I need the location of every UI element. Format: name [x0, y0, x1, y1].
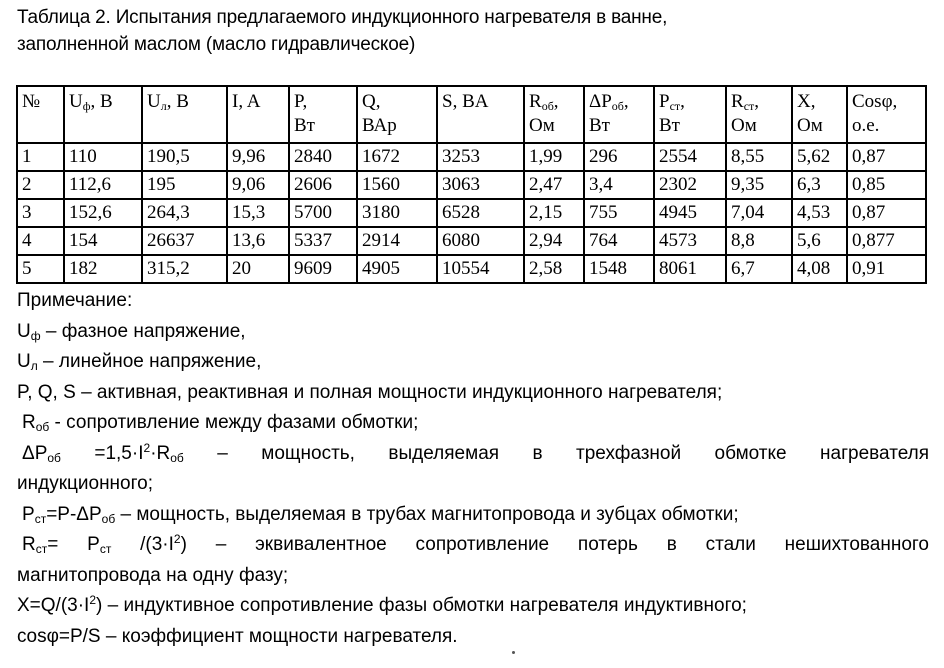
column-header-unit-line: ВАр — [362, 115, 397, 136]
table-cell: 1 — [17, 143, 64, 171]
table-cell: 2840 — [289, 143, 357, 171]
table-cell: 2,15 — [524, 199, 584, 227]
table-cell: 764 — [584, 227, 654, 255]
table-cell: 9,06 — [227, 171, 289, 199]
table-caption — [17, 4, 917, 58]
table-cell: 8061 — [654, 255, 726, 283]
column-header-symbol: U — [69, 91, 83, 112]
note-power-factor: cosφ=P/S – коэффициент мощности нагревателя. — [17, 625, 458, 647]
column-header-unit-line: Вт — [659, 115, 680, 136]
table-cell: 0,87 — [847, 143, 926, 171]
table-row — [17, 199, 926, 227]
column-header-unit-line: Ом — [529, 115, 555, 136]
column-header-label — [797, 90, 846, 114]
column-header-label — [147, 90, 226, 114]
note-core-resistance-cont: магнитопровода на одну фазу; — [17, 564, 289, 586]
column-header-label — [852, 90, 925, 114]
column-header-label — [294, 90, 356, 114]
caption-line-1: Таблица 2. Испытания предлагаемого индукционного нагревателя в ванне, — [17, 7, 668, 28]
note-text: – линейное напряжение, — [37, 351, 262, 372]
table-cell: 2606 — [289, 171, 357, 199]
column-header-label — [589, 90, 653, 114]
note-symbol: U — [17, 320, 31, 342]
note-phase-voltage — [17, 317, 929, 348]
table-cell: 4573 — [654, 227, 726, 255]
note-symbol: R — [22, 534, 36, 555]
table-cell: 112,6 — [64, 171, 142, 199]
table-cell: 9609 — [289, 255, 357, 283]
table-cell: 0,877 — [847, 227, 926, 255]
table-cell: 9,96 — [227, 143, 289, 171]
note-text: – индуктивное сопротивление фазы обмотки нагревателя индуктивного; — [102, 595, 747, 616]
note-formula: /(3·I — [111, 534, 174, 555]
table-cell: 5 — [17, 255, 64, 283]
table-cell: 0,87 — [847, 199, 926, 227]
column-header — [437, 86, 524, 143]
column-header-unit-line: Вт — [589, 115, 610, 136]
table-cell: 264,3 — [142, 199, 227, 227]
table-cell: 0,91 — [847, 255, 926, 283]
note-winding-resistance — [17, 408, 929, 439]
note-subscript: об — [101, 511, 116, 526]
table-cell: 154 — [64, 227, 142, 255]
column-header — [584, 86, 654, 143]
column-header — [227, 86, 289, 143]
table-cell: 4 — [17, 227, 64, 255]
note-formula: ) — [96, 595, 103, 616]
table-header-row — [17, 86, 926, 143]
column-header — [792, 86, 847, 143]
scan-speck — [512, 651, 515, 654]
column-header-label — [529, 90, 583, 114]
note-subscript: ст — [34, 511, 47, 526]
table-cell: 3253 — [437, 143, 524, 171]
column-header-label — [442, 90, 523, 114]
table-cell: 1672 — [357, 143, 437, 171]
column-header-unit: , B — [166, 91, 189, 112]
column-header-unit-line: Ом — [731, 115, 757, 136]
column-header — [726, 86, 792, 143]
column-header-unit: , — [623, 91, 629, 112]
note-formula: = P — [47, 534, 100, 555]
table-cell: 296 — [584, 143, 654, 171]
table-cell: 8,55 — [726, 143, 792, 171]
note-text: – мощность, выделяемая в трубах магнитопровода и зубцах обмотки; — [115, 503, 739, 525]
column-header-subscript: об — [611, 99, 624, 113]
test-results-table — [16, 85, 927, 284]
notes-section — [17, 286, 929, 652]
notes-title: Примечание: — [17, 290, 133, 311]
column-header-symbol: R — [731, 91, 744, 112]
column-header-label — [731, 90, 791, 114]
note-subscript: ст — [99, 542, 112, 556]
note-core-power — [17, 500, 929, 531]
note-subscript: ст — [35, 542, 48, 556]
note-text: - сопротивление между фазами обмотки; — [49, 412, 419, 433]
table-body — [17, 143, 926, 283]
table-row — [17, 227, 926, 255]
note-subscript: ф — [30, 328, 41, 343]
table-cell: 3180 — [357, 199, 437, 227]
column-header-label — [232, 90, 288, 114]
table-cell: 182 — [64, 255, 142, 283]
column-header-symbol: P — [659, 91, 670, 112]
table-cell: 755 — [584, 199, 654, 227]
table-cell: 2302 — [654, 171, 726, 199]
table-cell: 5700 — [289, 199, 357, 227]
table-cell: 10554 — [437, 255, 524, 283]
column-header-unit: , B — [90, 91, 113, 112]
table-cell: 26637 — [142, 227, 227, 255]
column-header-unit: , — [754, 91, 760, 112]
table-cell: 1,99 — [524, 143, 584, 171]
table-cell: 2914 — [357, 227, 437, 255]
table-cell: 8,8 — [726, 227, 792, 255]
column-header — [524, 86, 584, 143]
table-cell: 1548 — [584, 255, 654, 283]
note-formula: =P-ΔP — [46, 503, 102, 525]
column-header — [847, 86, 926, 143]
table-cell: 4,08 — [792, 255, 847, 283]
column-header-subscript: л — [160, 99, 167, 113]
note-line-voltage — [17, 347, 929, 378]
table-cell: 5,6 — [792, 227, 847, 255]
note-symbol: U — [17, 351, 31, 372]
column-header-subscript: ст — [669, 99, 681, 113]
note-inductive-reactance — [17, 591, 929, 622]
note-formula: ) — [180, 534, 187, 555]
table-cell: 15,3 — [227, 199, 289, 227]
note-symbol: ΔP — [22, 442, 48, 464]
table-cell: 1560 — [357, 171, 437, 199]
column-header-unit-line: Вт — [294, 115, 315, 136]
column-header-unit-line: о.е. — [852, 115, 880, 136]
column-header-unit: , — [553, 91, 559, 112]
note-subscript: об — [170, 450, 184, 465]
note-text: – фазное напряжение, — [40, 320, 246, 342]
table-cell: 4945 — [654, 199, 726, 227]
note-formula: =1,5·I — [60, 442, 144, 464]
caption-line-2: заполненной маслом (масло гидравлическое) — [17, 34, 416, 55]
note-superscript: 2 — [143, 440, 151, 455]
column-header-unit-line: Ом — [797, 115, 823, 136]
table-cell: 2,94 — [524, 227, 584, 255]
table-cell: 4905 — [357, 255, 437, 283]
column-header-symbol: I, A — [232, 91, 261, 112]
column-header-unit: , — [680, 91, 685, 112]
table-cell: 6,3 — [792, 171, 847, 199]
note-formula: X=Q/(3·I — [17, 595, 90, 616]
table-cell: 3,4 — [584, 171, 654, 199]
table-cell: 4,53 — [792, 199, 847, 227]
table-cell: 6,7 — [726, 255, 792, 283]
column-header — [17, 86, 64, 143]
table-cell: 9,35 — [726, 171, 792, 199]
column-header-subscript: об — [541, 99, 554, 113]
column-header-label — [22, 90, 63, 114]
table-cell: 5337 — [289, 227, 357, 255]
column-header-label — [659, 90, 725, 114]
table-cell: 190,5 — [142, 143, 227, 171]
table-cell: 20 — [227, 255, 289, 283]
table-cell: 3063 — [437, 171, 524, 199]
table-cell: 6080 — [437, 227, 524, 255]
table-cell: 3 — [17, 199, 64, 227]
note-subscript: л — [30, 359, 38, 373]
table-cell: 5,62 — [792, 143, 847, 171]
note-powers: P, Q, S – активная, реактивная и полная мощности индукционного нагревателя; — [17, 381, 723, 403]
table-cell: 6528 — [437, 199, 524, 227]
table-row — [17, 143, 926, 171]
column-header-subscript: ф — [82, 99, 91, 113]
column-header-label — [69, 90, 141, 114]
column-header — [654, 86, 726, 143]
column-header-symbol: ΔP — [589, 91, 612, 112]
note-symbol: P — [22, 503, 35, 525]
table-row — [17, 255, 926, 283]
column-header-symbol: № — [22, 91, 41, 112]
note-superscript: 2 — [89, 593, 97, 607]
note-winding-power-cont: индукционного; — [17, 473, 153, 494]
table-cell: 7,04 — [726, 199, 792, 227]
column-header — [289, 86, 357, 143]
column-header-label — [362, 90, 436, 114]
note-subscript: об — [35, 420, 50, 434]
table-row — [17, 171, 926, 199]
column-header-symbol: X, — [797, 91, 816, 112]
table-cell: 0,85 — [847, 171, 926, 199]
table-cell: 195 — [142, 171, 227, 199]
table-cell: 315,2 — [142, 255, 227, 283]
note-core-resistance — [17, 530, 929, 561]
column-header — [142, 86, 227, 143]
column-header-symbol: P, — [294, 91, 308, 112]
note-subscript: об — [47, 450, 61, 465]
note-winding-power — [17, 439, 929, 470]
table-cell: 13,6 — [227, 227, 289, 255]
column-header — [357, 86, 437, 143]
table-cell: 2 — [17, 171, 64, 199]
table-cell: 110 — [64, 143, 142, 171]
note-text: – эквивалентное сопротивление потерь в стали нешихтованного — [186, 534, 929, 555]
column-header — [64, 86, 142, 143]
note-symbol: R — [22, 412, 36, 433]
table-cell: 152,6 — [64, 199, 142, 227]
note-text: – мощность, выделяемая в трехфазной обмотке нагревателя — [183, 442, 929, 464]
table-cell: 2554 — [654, 143, 726, 171]
note-superscript: 2 — [173, 532, 181, 546]
column-header-symbol: Q, — [362, 91, 381, 112]
table-cell: 2,47 — [524, 171, 584, 199]
column-header-symbol: U — [147, 91, 161, 112]
table-cell: 2,58 — [524, 255, 584, 283]
column-header-symbol: Cosφ, — [852, 91, 898, 112]
note-formula: ·R — [150, 442, 171, 464]
column-header-symbol: R — [529, 91, 542, 112]
column-header-subscript: ст — [743, 99, 755, 113]
column-header-symbol: S, BA — [442, 91, 489, 112]
